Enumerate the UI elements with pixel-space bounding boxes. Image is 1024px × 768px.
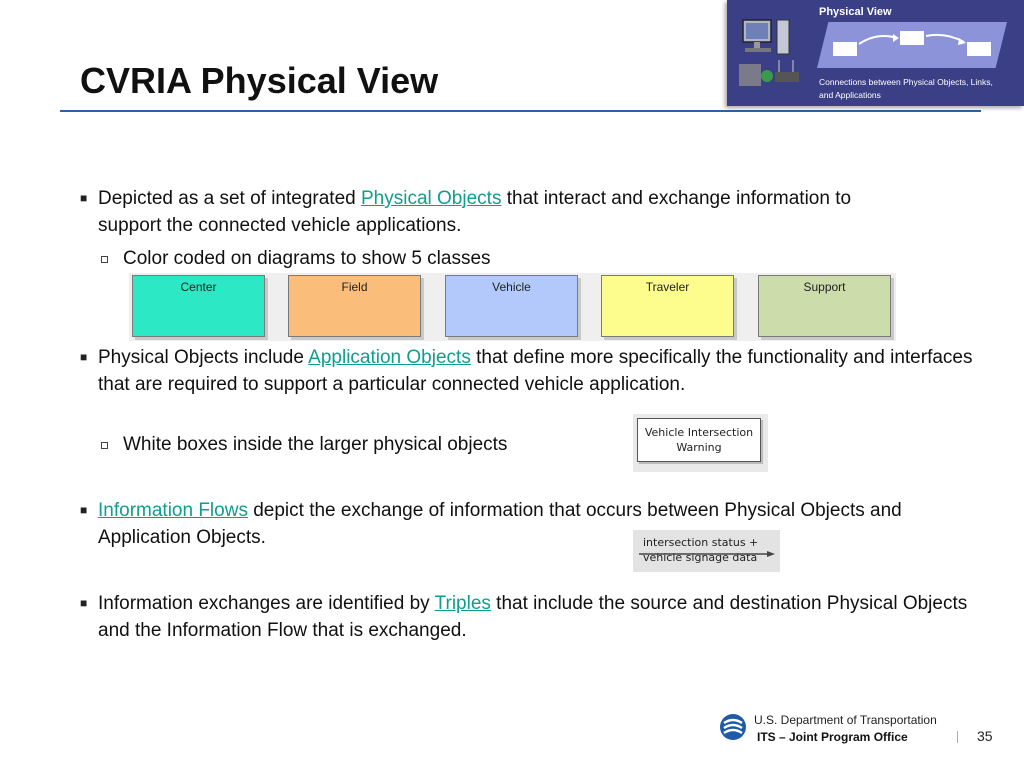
bullet-information-flows xyxy=(98,497,948,551)
bullet-text: Depicted as a set of integrated xyxy=(98,188,361,209)
class-box-traveler: Traveler xyxy=(601,275,734,337)
thumbnail-caption: Connections between Physical Objects, Links, and Applications xyxy=(819,77,993,100)
class-box-vehicle: Vehicle xyxy=(445,275,578,337)
information-flow-example xyxy=(633,530,780,572)
bullet-triples xyxy=(98,590,978,644)
information-flow-label xyxy=(643,535,758,565)
page-number: 35 xyxy=(977,728,993,744)
office-name: ITS – Joint Program Office xyxy=(757,730,908,744)
application-object-example xyxy=(633,414,768,472)
sub-bullet-marker xyxy=(101,442,108,449)
bullet-marker: ■ xyxy=(80,350,88,364)
application-object-label: Warning xyxy=(676,441,722,454)
information-flows-link[interactable]: Information Flows xyxy=(98,500,248,521)
bullet-text: that include the source and destination Physical Objects and the Information Flow that is exchanged. xyxy=(98,593,968,641)
bullet-marker: ■ xyxy=(80,191,88,205)
bullet-marker: ■ xyxy=(80,503,88,517)
application-objects-link[interactable]: Application Objects xyxy=(308,347,471,368)
application-object-label: Vehicle Intersection xyxy=(644,426,754,439)
triples-link[interactable]: Triples xyxy=(434,593,491,614)
bullet-text: that define more specifically the functionality and interfaces that are required to support a particular connected vehicle application. xyxy=(98,347,973,395)
bullet-text: that interact and exchange information to support the connected vehicle applications. xyxy=(98,188,852,236)
application-object-box xyxy=(637,418,761,462)
physical-objects-link[interactable]: Physical Objects xyxy=(361,188,502,209)
flow-label-line: intersection status + xyxy=(643,536,759,549)
sub-bullet-color-classes: Color coded on diagrams to show 5 classes xyxy=(123,248,491,269)
sub-bullet-marker xyxy=(101,256,108,263)
thumbnail-title: Physical View xyxy=(819,6,892,18)
class-box-support: Support xyxy=(758,275,891,337)
sub-bullet-white-boxes: White boxes inside the larger physical objects xyxy=(123,434,508,455)
bullet-physical-objects xyxy=(98,185,898,239)
dot-logo-icon xyxy=(719,713,747,741)
arrow-icon xyxy=(639,551,775,557)
bullet-text: Physical Objects include xyxy=(98,347,309,368)
footer-divider xyxy=(957,731,958,743)
thumbnail-diagram xyxy=(817,22,1007,68)
class-box-center: Center xyxy=(132,275,265,337)
title-divider xyxy=(60,110,981,112)
physical-view-thumbnail xyxy=(727,0,1024,106)
bullet-application-objects xyxy=(98,344,978,398)
flow-label-line: vehicle signage data xyxy=(643,551,758,564)
bullet-text: Information exchanges are identified by xyxy=(98,593,435,614)
computer-icon xyxy=(737,14,807,94)
bullet-text: depict the exchange of information that occurs between Physical Objects and Application Objects. xyxy=(98,500,902,548)
slide-title: CVRIA Physical View xyxy=(80,60,439,101)
class-box-field: Field xyxy=(288,275,421,337)
department-name: U.S. Department of Transportation xyxy=(754,713,937,727)
bullet-marker: ■ xyxy=(80,596,88,610)
